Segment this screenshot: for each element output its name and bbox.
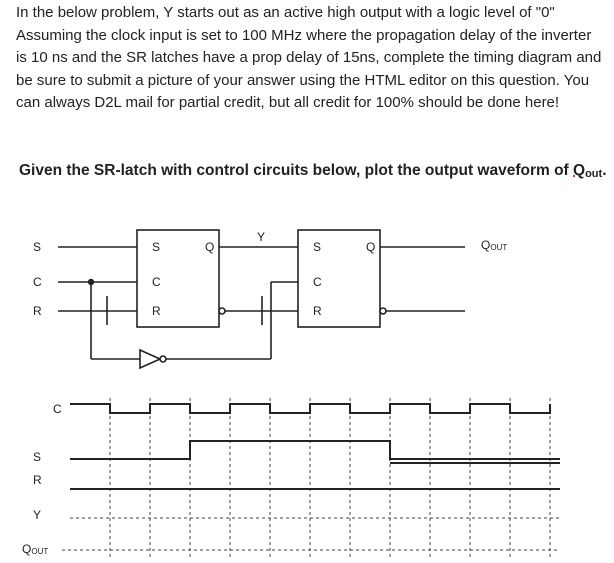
latch2-r-label: R: [313, 304, 322, 318]
task-prefix: Given the SR-latch with control circuits below, plot the output waveform of: [19, 162, 574, 179]
timing-gridlines: [110, 398, 550, 560]
latch1-c-label: C: [152, 275, 161, 289]
qout-label: [481, 238, 507, 252]
problem-statement: In the below problem, Y starts out as an active high output with a logic level of "0" Assuming the clock input is set to 100 MHz where the propagation delay of the inverter is 10 ns and the SR latches have a prop delay of 15ns, complete the timing diagram and be sure to submit a picture of your answer using the HTML editor on this question. You can always D2L mail for partial credit, but all credit for 100% should be done here!: [16, 4, 602, 111]
latch1-s-label: S: [152, 240, 161, 254]
latch1-r-label: R: [152, 304, 161, 318]
inverter-gate: [140, 350, 160, 368]
qout-label-sub: OUT: [490, 243, 508, 252]
timing-qout-q: Q: [22, 542, 32, 556]
task-q-letter: Q: [573, 162, 586, 179]
task-suffix: .: [602, 162, 607, 179]
circuit-diagram: [33, 230, 507, 368]
latch2-qbar-bubble: [380, 308, 386, 314]
latch2-q-label: Q: [366, 240, 376, 254]
timing-qout-label: [22, 542, 48, 556]
latch2-s-label: S: [313, 240, 322, 254]
timing-diagram: [22, 398, 560, 560]
timing-y-label: Y: [33, 508, 42, 522]
timing-qout-sub: OUT: [31, 547, 49, 556]
task-q-sub: out: [585, 168, 603, 180]
qout-label-q: Q: [481, 238, 491, 252]
input-s-label: S: [33, 240, 42, 254]
input-r-label: R: [33, 304, 42, 318]
latch1-q-label: Q: [205, 240, 215, 254]
junction-dot: [89, 280, 94, 285]
timing-s-label: S: [33, 450, 42, 464]
y-label: Y: [257, 230, 266, 244]
timing-c-label: C: [53, 402, 62, 416]
inverter-bubble: [160, 356, 166, 362]
latch2-c-label: C: [313, 275, 322, 289]
timing-r-label: R: [33, 473, 42, 487]
s-waveform: [70, 441, 560, 459]
input-c-label: C: [33, 275, 42, 289]
latch1-qbar-bubble: [219, 308, 225, 314]
clock-waveform: [70, 404, 550, 413]
